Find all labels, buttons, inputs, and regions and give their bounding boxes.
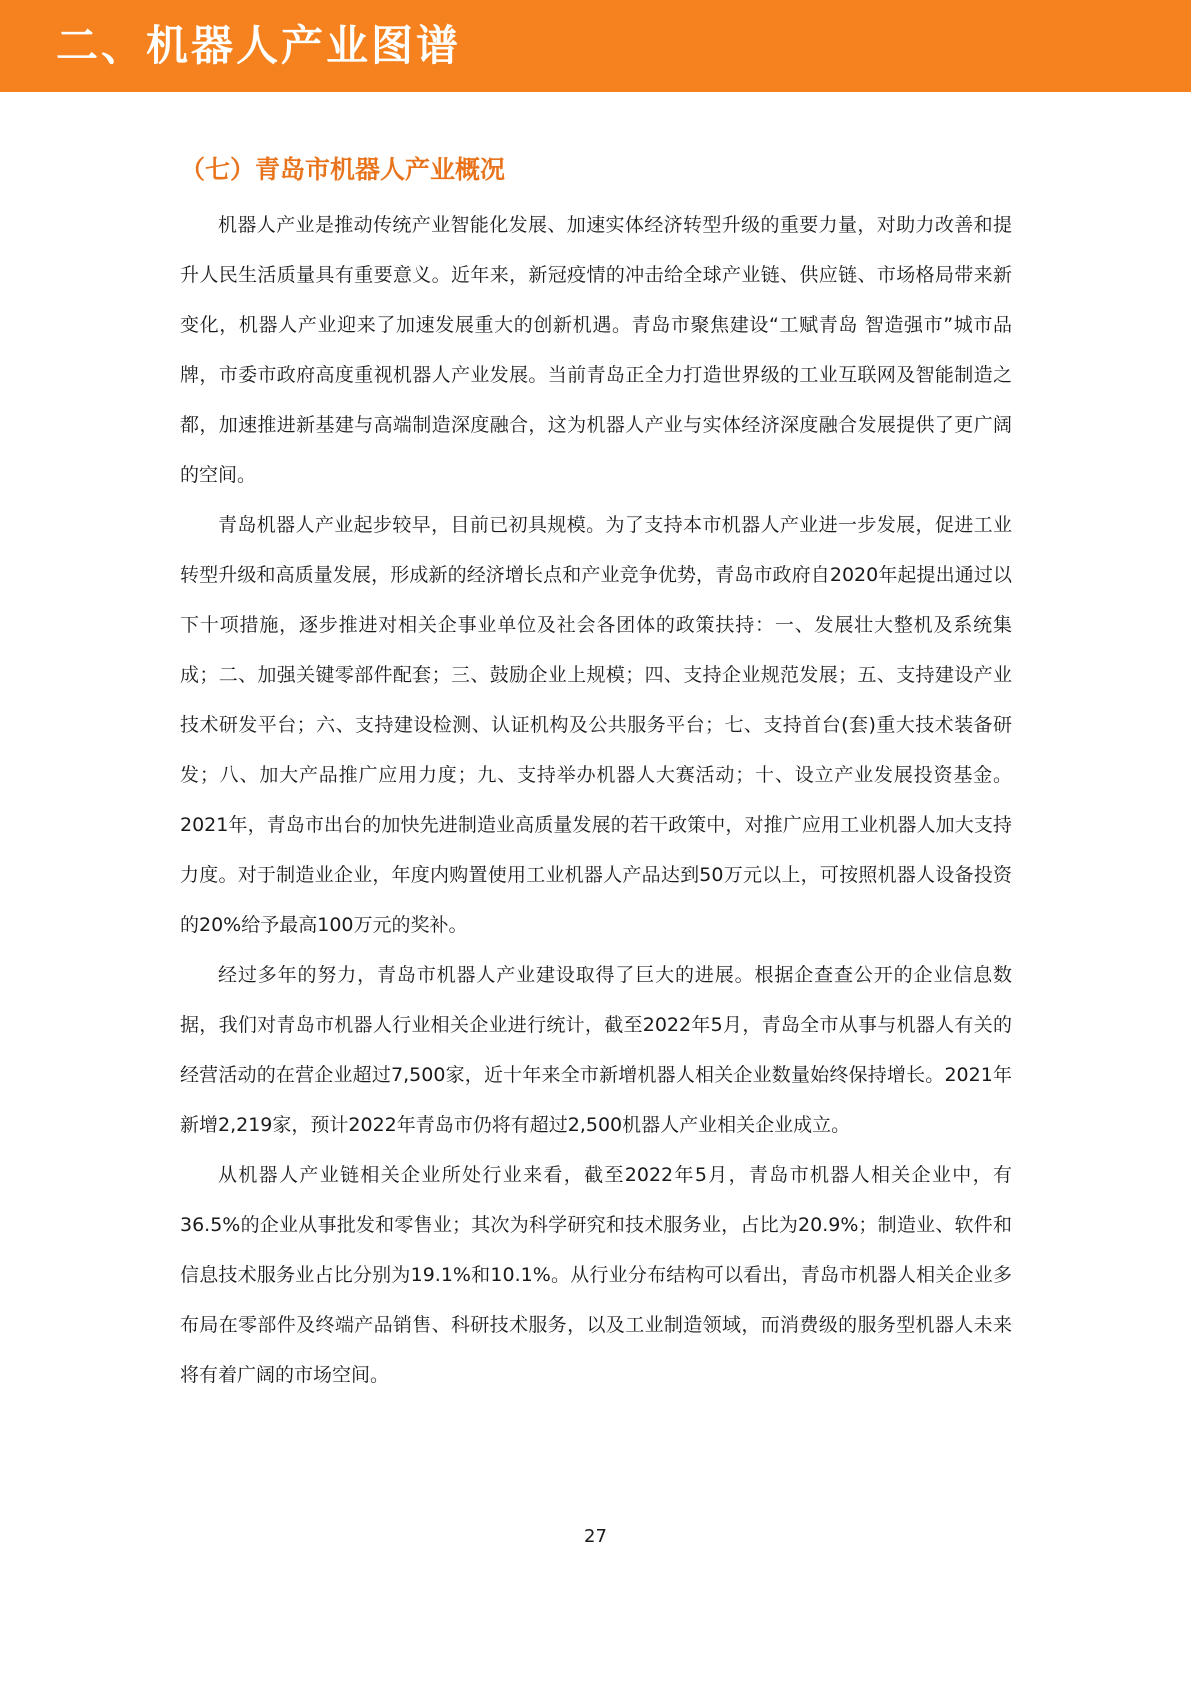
paragraph-2: 青岛机器人产业起步较早，目前已初具规模。为了支持本市机器人产业进一步发展，促进工业转型升级和高质量发展，形成新的经济增长点和产业竞争优势，青岛市政府自2020年起提出通过以下十项措施，逐步推进对相关企事业单位及社会各团体的政策扶持：一、发展壮大整机及系统集成；二、加强关键零部件配套；三、鼓励企业上规模；四、支持企业规范发展；五、支持建设产业技术研发平台；六、支持建设检测、认证机构及公共服务平台；七、支持首台(套)重大技术装备研发；八、加大产品推广应用力度；九、支持举办机器人大赛活动；十、设立产业发展投资基金。2021年，青岛市出台的加快先进制造业高质量发展的若干政策中，对推广应用工业机器人加大支持力度。对于制造业企业，年度内购置使用工业机器人产品达到50万元以上，可按照机器人设备投资的20%给予最高100万元的奖补。 bbox=[180, 514, 1012, 936]
paragraph-3: 经过多年的努力，青岛市机器人产业建设取得了巨大的进展。根据企查查公开的企业信息数据，我们对青岛市机器人行业相关企业进行统计，截至2022年5月，青岛全市从事与机器人有关的经营活动的在营企业超过7,500家，近十年来全市新增机器人相关企业数量始终保持增长。2021年新增2,219家，预计2022年青岛市仍将有超过2,500机器人产业相关企业成立。 bbox=[180, 964, 1012, 1136]
main-content bbox=[180, 150, 1012, 1400]
header-bar bbox=[0, 0, 1191, 92]
page-number: 27 bbox=[584, 1526, 607, 1547]
section-heading: （七）青岛市机器人产业概况 bbox=[180, 155, 506, 184]
paragraph-1: 机器人产业是推动传统产业智能化发展、加速实体经济转型升级的重要力量，对助力改善和提升人民生活质量具有重要意义。近年来，新冠疫情的冲击给全球产业链、供应链、市场格局带来新变化，机器人产业迎来了加速发展重大的创新机遇。青岛市聚焦建设“工赋青岛 智造强市”城市品牌，市委市政府高度重视机器人产业发展。当前青岛正全力打造世界级的工业互联网及智能制造之都，加速推进新基建与高端制造深度融合，这为机器人产业与实体经济深度融合发展提供了更广阔的空间。 bbox=[180, 214, 1012, 486]
paragraph-4: 从机器人产业链相关企业所处行业来看，截至2022年5月，青岛市机器人相关企业中，有36.5%的企业从事批发和零售业；其次为科学研究和技术服务业，占比为20.9%；制造业、软件和信息技术服务业占比分别为19.1%和10.1%。从行业分布结构可以看出，青岛市机器人相关企业多布局在零部件及终端产品销售、科研技术服务，以及工业制造领域，而消费级的服务型机器人未来将有着广阔的市场空间。 bbox=[180, 1164, 1012, 1386]
chapter-title: 二、机器人产业图谱 bbox=[56, 21, 462, 70]
